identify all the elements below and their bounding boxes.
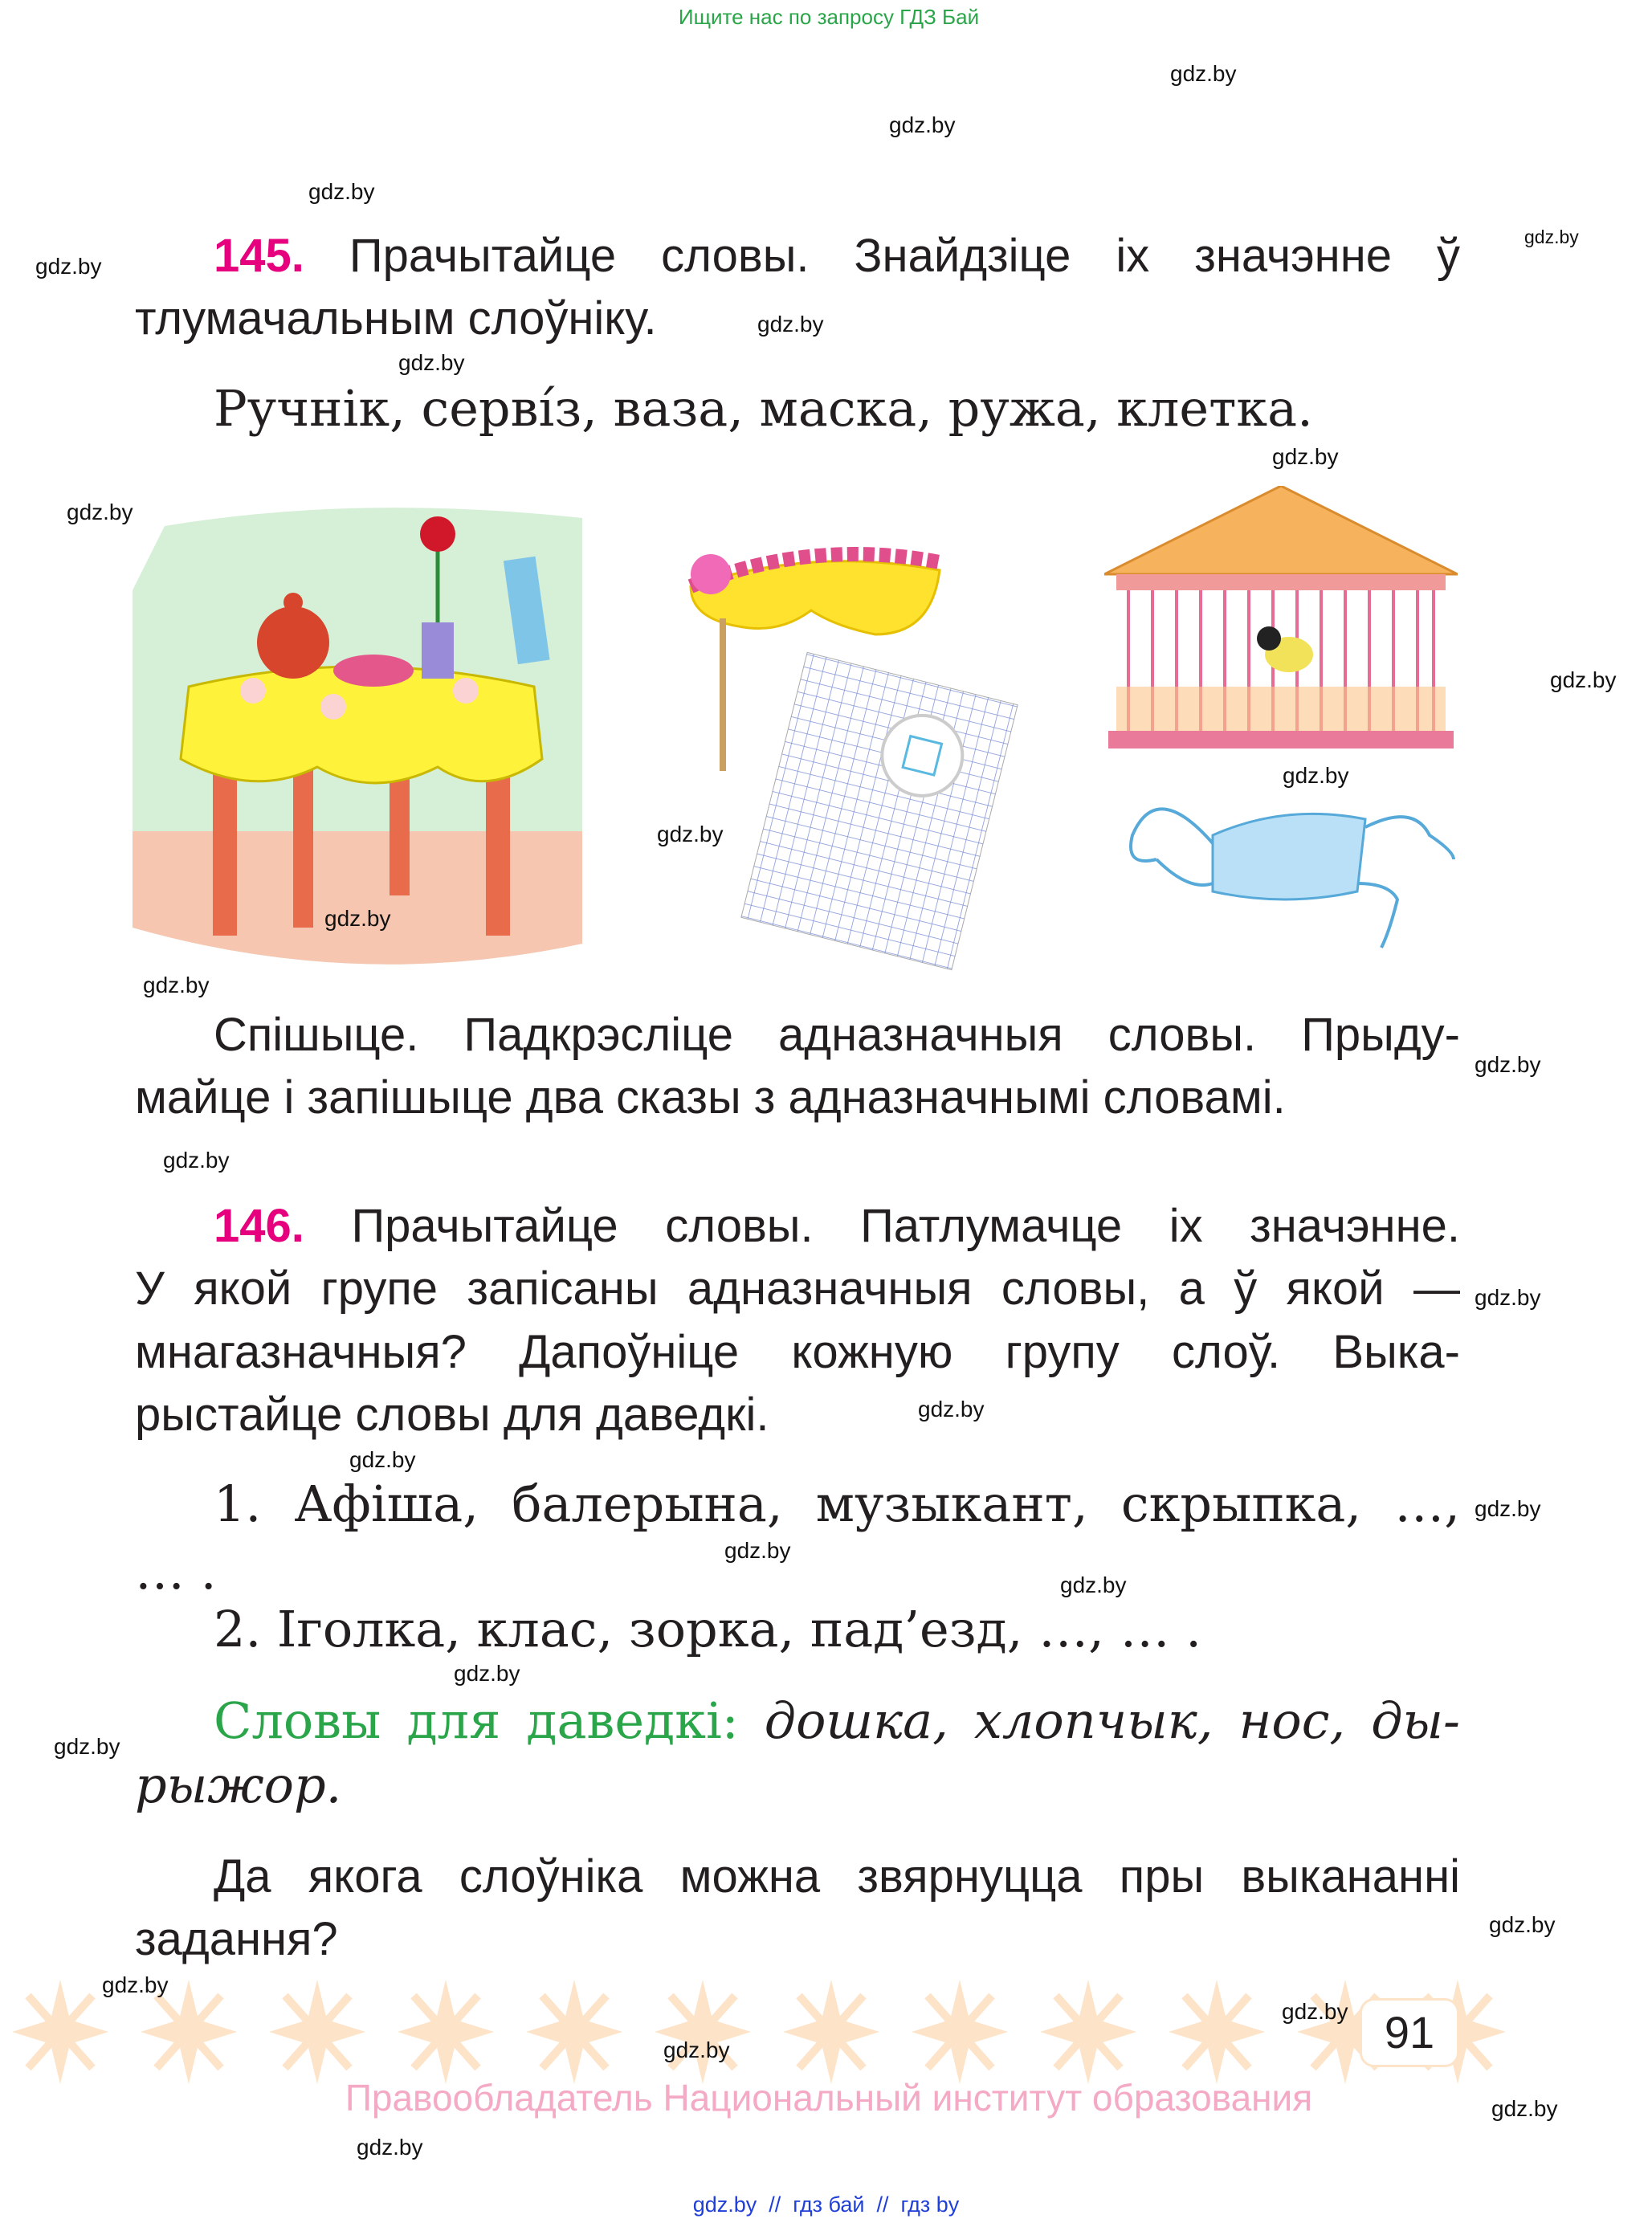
hint-label: Словы для даведкі:	[214, 1691, 739, 1750]
watermark: gdz.by	[308, 179, 375, 204]
top-banner[interactable]: Ищите нас по запросу ГДЗ Бай	[678, 5, 980, 29]
watermark: gdz.by	[163, 1148, 230, 1173]
exercise-number: 145.	[214, 230, 304, 282]
watermark: gdz.by	[1491, 2096, 1558, 2121]
copyright-notice: Правообладатель Национальный институт образования	[345, 2077, 1313, 2119]
medical-mask-illustration	[1124, 771, 1462, 956]
ex145-text: Прачытайце словы. Знайдзіце іх значэнне ў	[349, 230, 1460, 282]
watermark: gdz.by	[35, 254, 102, 279]
watermark: gdz.by	[724, 1538, 791, 1563]
watermark: gdz.by	[357, 2135, 423, 2160]
graph-paper-illustration	[739, 651, 1020, 972]
ex146-line4: рыстайце словы для даведкі.	[135, 1389, 769, 1441]
ornament-border	[12, 1980, 1506, 2084]
ex145-words: Ручнік, сервíз, ваза, маска, ружа, клетка.	[214, 379, 1313, 438]
watermark: gdz.by	[1524, 226, 1579, 247]
ex146-hint	[214, 1693, 1460, 1749]
watermark: gdz.by	[1282, 1999, 1348, 2024]
ex145-task-line1: Спішыце. Падкрэсліце адназначныя словы. Прыду-	[214, 1009, 1460, 1061]
ex146-line3: мнагазначныя? Дапоўніце кожную групу слоў. Выка-	[135, 1326, 1460, 1378]
hint-words-cont: рыжор.	[135, 1756, 342, 1814]
watermark: gdz.by	[349, 1447, 416, 1472]
table-illustration	[133, 494, 582, 976]
watermark: gdz.by	[1283, 763, 1349, 788]
question-line1: Да якога слоўніка можна звярнуцца пры выкананні	[214, 1850, 1460, 1903]
watermark: gdz.by	[1060, 1572, 1127, 1597]
exercise-number: 146.	[214, 1200, 304, 1252]
watermark: gdz.by	[398, 350, 465, 375]
ex146-text: Прачытайце словы. Патлумачце іх значэнне.	[351, 1200, 1460, 1252]
watermark: gdz.by	[918, 1397, 985, 1421]
ex146-group2: 2. Іголка, клас, зорка, пад’езд, …, … .	[214, 1600, 1201, 1658]
ex145-line2: тлумачальным слоўніку.	[135, 292, 657, 345]
watermark: gdz.by	[663, 2037, 730, 2062]
ex146-line1	[214, 1198, 1460, 1254]
ex145-task-line2: майце і запішыце два сказы з адназначнымі словамі.	[135, 1071, 1286, 1124]
footer-links[interactable]: gdz.by // гдз бай // гдз by	[692, 2192, 960, 2217]
watermark: gdz.by	[143, 973, 210, 997]
watermark: gdz.by	[324, 906, 391, 931]
watermark: gdz.by	[1170, 61, 1237, 86]
ex145-line1	[214, 228, 1460, 284]
hint-words: дошка, хлопчык, нос, ды-	[764, 1691, 1460, 1750]
watermark: gdz.by	[54, 1734, 120, 1759]
watermark: gdz.by	[1272, 444, 1339, 469]
watermark: gdz.by	[757, 312, 824, 337]
watermark: gdz.by	[67, 500, 133, 524]
watermark: gdz.by	[1475, 1052, 1541, 1077]
watermark: gdz.by	[1475, 1285, 1541, 1310]
page-number: 91	[1360, 1998, 1459, 2067]
question-line2: задання?	[135, 1913, 338, 1965]
watermark: gdz.by	[1475, 1496, 1541, 1521]
watermark: gdz.by	[889, 112, 956, 137]
watermark: gdz.by	[454, 1661, 520, 1686]
watermark: gdz.by	[1550, 667, 1617, 692]
ex146-line2: У якой групе запісаны адназначныя словы, а ў якой —	[135, 1262, 1460, 1315]
watermark: gdz.by	[1489, 1912, 1556, 1937]
watermark: gdz.by	[102, 1972, 169, 1997]
ex146-group1: 1. Афіша, балерына, музыкант, скрыпка, …,	[214, 1475, 1460, 1533]
cage-illustration	[1104, 486, 1458, 759]
watermark: gdz.by	[657, 822, 724, 846]
ex146-group1-cont: … .	[135, 1542, 217, 1601]
